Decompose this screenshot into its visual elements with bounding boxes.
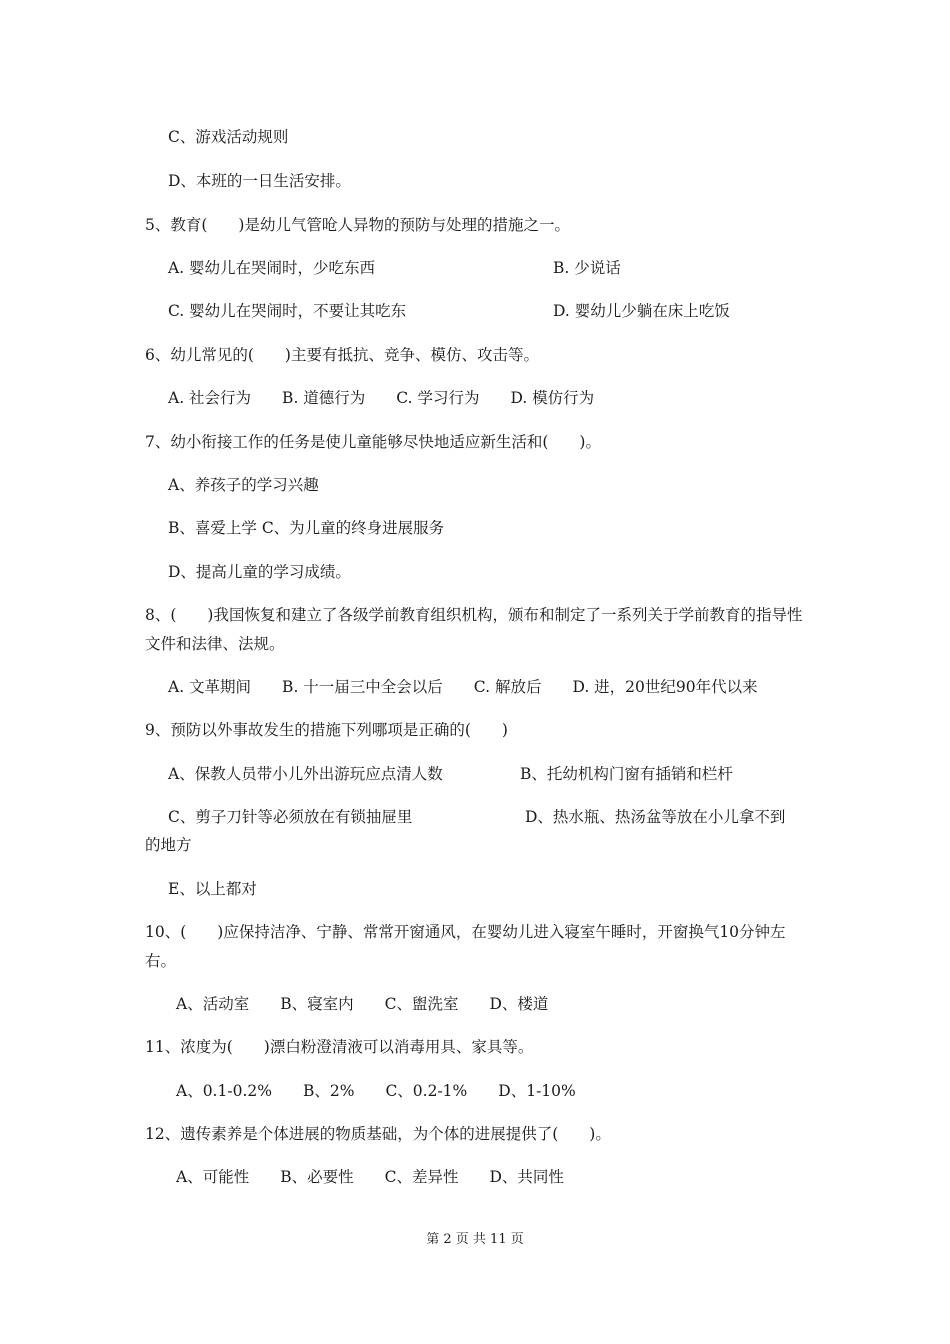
option-5a: A. 婴幼儿在哭闹时，少吃东西 [168, 259, 376, 277]
option-9c: C、剪子刀针等必须放在有锁抽屉里 [168, 808, 413, 826]
page-footer: 第 2 页 共 11 页 [426, 1232, 524, 1247]
option-5b: B. 少说话 [553, 259, 621, 277]
question-7: 7、幼小衔接工作的任务是使儿童能够尽快地适应新生活和( )。 [145, 433, 601, 451]
question-8: 8、( )我国恢复和建立了各级学前教育组织机构，颁布和制定了一系列关于学前教育的指导性文件和法律、法规。 [145, 606, 803, 653]
option-4d: D、本班的一日生活安排。 [168, 172, 351, 190]
option-5c: C. 婴幼儿在哭闹时，不要让其吃东 [168, 302, 407, 320]
option-5d: D. 婴幼儿少躺在床上吃饭 [553, 302, 730, 320]
question-6: 6、幼儿常见的( )主要有抵抗、竞争、模仿、攻击等。 [145, 346, 539, 364]
options-6: A. 社会行为 B. 道德行为 C. 学习行为 D. 模仿行为 [168, 389, 595, 407]
question-9: 9、预防以外事故发生的措施下列哪项是正确的( ) [145, 721, 508, 739]
options-12: A、可能性 B、必要性 C、差异性 D、共同性 [176, 1168, 564, 1186]
options-11: A、0.1-0.2% B、2% C、0.2-1% D、1-10% [176, 1082, 576, 1100]
option-9d-continued: 的地方 [145, 836, 192, 854]
question-10: 10、( )应保持洁净、宁静、常常开窗通风，在婴幼儿进入寝室午睡时，开窗换气10分钟左右。 [145, 923, 786, 970]
option-9d: D、热水瓶、热汤盆等放在小儿拿不到 [525, 808, 786, 826]
option-7a: A、养孩子的学习兴趣 [168, 476, 319, 494]
question-5: 5、教育( )是幼儿气管呛人异物的预防与处理的措施之一。 [145, 216, 570, 234]
question-11: 11、浓度为( )漂白粉澄清液可以消毒用具、家具等。 [145, 1038, 534, 1056]
option-7bc: B、喜爱上学 C、为儿童的终身进展服务 [168, 519, 445, 537]
option-4c: C、游戏活动规则 [168, 128, 289, 146]
option-9e: E、以上都对 [168, 880, 257, 898]
option-9a: A、保教人员带小儿外出游玩应点清人数 [168, 765, 443, 783]
option-9b: B、托幼机构门窗有插销和栏杆 [520, 765, 733, 783]
options-10: A、活动室 B、寝室内 C、盥洗室 D、楼道 [176, 995, 549, 1013]
question-12: 12、遗传素养是个体进展的物质基础，为个体的进展提供了( )。 [145, 1125, 611, 1143]
options-8: A. 文革期间 B. 十一届三中全会以后 C. 解放后 D. 进，20世纪90年代以来 [168, 678, 758, 696]
option-7d: D、提高儿童的学习成绩。 [168, 563, 351, 581]
